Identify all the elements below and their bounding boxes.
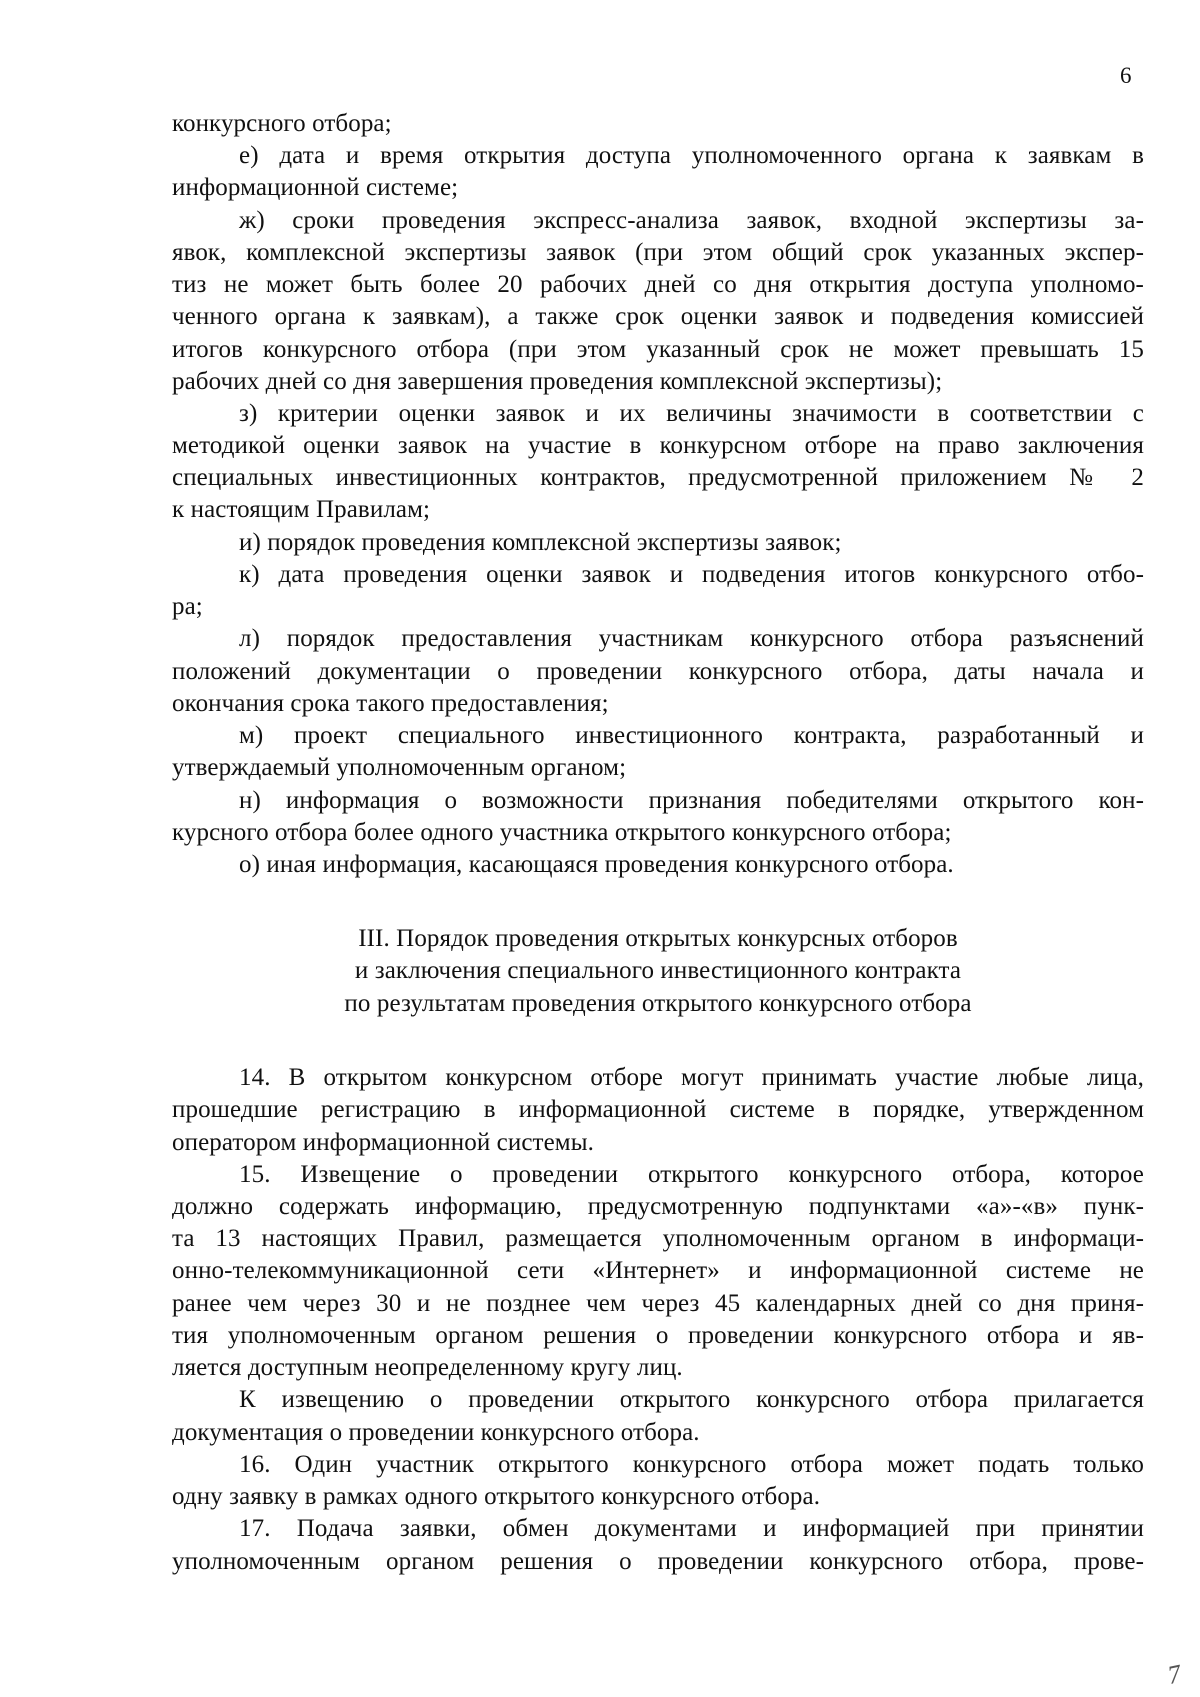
text-line: е) дата и время открытия доступа уполномоченного органа к заявкам в: [239, 142, 1144, 169]
text-line: итогов конкурсного отбора (при этом указанный срок не может превышать 15: [172, 336, 1144, 363]
text-line: онно-телекоммуникационной сети «Интернет» и информационной системе не: [172, 1257, 1144, 1284]
text-line: К извещению о проведении открытого конкурсного отбора прилагается: [239, 1386, 1144, 1413]
text-line: тиз не может быть более 20 рабочих дней со дня открытия доступа уполномо-: [172, 271, 1144, 298]
text-line: л) порядок предоставления участникам конкурсного отбора разъяснений: [239, 625, 1144, 652]
text-line: 14. В открытом конкурсном отборе могут принимать участие любые лица,: [239, 1064, 1144, 1091]
text-line: ранее чем через 30 и не позднее чем через 45 календарных дней со дня приня-: [172, 1290, 1144, 1317]
text-line: та 13 настоящих Правил, размещается уполномоченным органом в информаци-: [172, 1225, 1144, 1252]
section-heading-line: III. Порядок проведения открытых конкурсных отборов: [358, 925, 958, 952]
text-line: м) проект специального инвестиционного контракта, разработанный и: [239, 722, 1144, 749]
text-line: 16. Один участник открытого конкурсного отбора может подать только: [239, 1451, 1144, 1478]
text-line: уполномоченным органом решения о проведении конкурсного отбора, прове-: [172, 1548, 1144, 1575]
text-line: одну заявку в рамках одного открытого конкурсного отбора.: [172, 1483, 821, 1510]
text-line: тия уполномоченным органом решения о проведении конкурсного отбора и яв-: [172, 1322, 1144, 1349]
text-line: утверждаемый уполномоченным органом;: [172, 754, 627, 781]
text-line: явок, комплексной экспертизы заявок (при этом общий срок указанных экспер-: [172, 239, 1144, 266]
text-line: методикой оценки заявок на участие в конкурсном отборе на право заключения: [172, 432, 1144, 459]
text-line: з) критерии оценки заявок и их величины значимости в соответствии с: [239, 400, 1144, 427]
text-line: 17. Подача заявки, обмен документами и информацией при принятии: [239, 1515, 1144, 1542]
text-line: рабочих дней со дня завершения проведения комплексной экспертизы);: [172, 368, 943, 395]
text-line: окончания срока такого предоставления;: [172, 690, 609, 717]
text-line: прошедшие регистрацию в информационной системе в порядке, утвержденном: [172, 1096, 1144, 1123]
text-line: курсного отбора более одного участника открытого конкурсного отбора;: [172, 819, 952, 846]
text-line: к) дата проведения оценки заявок и подведения итогов конкурсного отбо-: [239, 561, 1144, 588]
text-line: о) иная информация, касающаяся проведения конкурсного отбора.: [239, 851, 954, 878]
section-heading-line: по результатам проведения открытого конкурсного отбора: [344, 990, 972, 1017]
text-line: ляется доступным неопределенному кругу лиц.: [172, 1354, 683, 1381]
page-number: 6: [1120, 63, 1132, 88]
text-line: специальных инвестиционных контрактов, предусмотренной приложением № 2: [172, 464, 1144, 491]
text-line: 15. Извещение о проведении открытого конкурсного отбора, которое: [239, 1161, 1144, 1188]
section-heading-line: и заключения специального инвестиционного контракта: [354, 957, 962, 984]
text-line: и) порядок проведения комплексной экспертизы заявок;: [239, 529, 842, 556]
text-line: документация о проведении конкурсного отбора.: [172, 1419, 700, 1446]
text-line: ж) сроки проведения экспресс-анализа заявок, входной экспертизы за-: [239, 207, 1144, 234]
text-line: к настоящим Правилам;: [172, 496, 431, 523]
text-line: ченного органа к заявкам), а также срок оценки заявок и подведения комиссией: [172, 303, 1144, 330]
text-line: должно содержать информацию, предусмотренную подпунктами «а»-«в» пунк-: [172, 1193, 1144, 1220]
text-line: ра;: [172, 593, 203, 620]
text-line: информационной системе;: [172, 174, 459, 201]
text-line: положений документации о проведении конкурсного отбора, даты начала и: [172, 658, 1144, 685]
text-line: оператором информационной системы.: [172, 1129, 594, 1156]
text-line: конкурсного отбора;: [172, 110, 392, 137]
text-line: н) информация о возможности признания победителями открытого кон-: [239, 787, 1144, 814]
corner-mark: 7: [1165, 1658, 1184, 1691]
